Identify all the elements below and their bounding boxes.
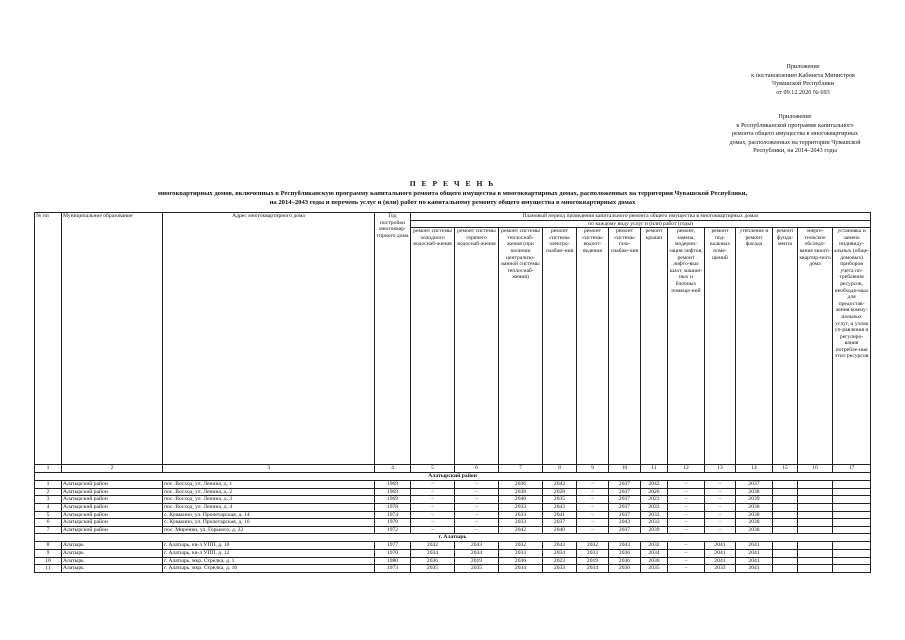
table-row <box>35 542 871 550</box>
appendix-line: к постановлению Кабинета Министров <box>751 71 855 79</box>
table-cell: – <box>411 481 455 489</box>
table-cell <box>833 526 871 534</box>
header-work: ремонт крыши <box>641 228 668 465</box>
table-cell: 2036 <box>641 557 668 565</box>
table-cell <box>833 511 871 519</box>
table-cell: 2032 <box>499 542 543 550</box>
table-cell <box>798 511 833 519</box>
header-work: ремонт системы горячего водоснаб-жения <box>455 228 499 465</box>
table-cell: Алатырский район <box>62 503 163 511</box>
table-cell <box>773 542 798 550</box>
table-cell <box>773 496 798 504</box>
table-cell <box>773 503 798 511</box>
table-cell: – <box>577 481 609 489</box>
table-cell: – <box>668 503 705 511</box>
table-cell: г. Алатырь, кв-л УПП, д. 10 <box>163 542 375 550</box>
table-cell: 2036 <box>411 557 455 565</box>
table-cell <box>773 557 798 565</box>
table-cell: 2034 <box>577 565 609 573</box>
table-cell: с. Кувакино, ул. Пролетарская, д. 16 <box>163 519 375 527</box>
column-number: 2 <box>62 465 163 473</box>
header-work: ремонт системы электро-снабже-ния <box>543 228 577 465</box>
table-cell: 1970 <box>375 519 411 527</box>
table-cell: 2039 <box>641 526 668 534</box>
table-cell: 2038 <box>736 519 773 527</box>
table-cell: 2033 <box>499 503 543 511</box>
table-cell: 2019 <box>577 557 609 565</box>
table-cell: 2035 <box>641 565 668 573</box>
header-num: № пп <box>35 213 62 465</box>
table-cell: 2035 <box>543 496 577 504</box>
table-cell <box>773 519 798 527</box>
header-work: ремонт системы теплоснаб-жения (при наличии централизо-ванной системы теплоснаб-жения) <box>499 228 543 465</box>
header-planned-subtitle: по каждому виду услуг и (или) работ (годы) <box>411 220 871 228</box>
table-cell: – <box>455 526 499 534</box>
table-row <box>35 511 871 519</box>
table-cell: 2019 <box>455 557 499 565</box>
table-cell: 1969 <box>375 488 411 496</box>
table-cell: пос. Миренки, ул. Горького, д. 22 <box>163 526 375 534</box>
table-cell: 2034 <box>499 565 543 573</box>
table-cell: – <box>411 503 455 511</box>
column-numbers-row <box>35 465 871 473</box>
table-cell: Алатырский район <box>62 519 163 527</box>
table-cell: 1978 <box>375 503 411 511</box>
table-cell: 2043 <box>455 542 499 550</box>
table-cell: 2032 <box>577 542 609 550</box>
table-cell: 2043 <box>543 503 577 511</box>
table-cell <box>773 526 798 534</box>
table-cell <box>798 542 833 550</box>
table-cell: – <box>577 503 609 511</box>
table-cell <box>773 488 798 496</box>
column-number: 4 <box>375 465 411 473</box>
table-cell: Алатырь <box>62 542 163 550</box>
table-cell: 2041 <box>705 549 736 557</box>
appendix-line: Чувашской Республики <box>772 80 834 88</box>
table-cell <box>833 549 871 557</box>
table-cell: пос. Восход, ул. Ленина, д. 3 <box>163 496 375 504</box>
table-cell: 2041 <box>705 557 736 565</box>
header-work: ремонт системы газо-снабже-ния <box>609 228 641 465</box>
table-cell: 1970 <box>375 549 411 557</box>
table-cell: 2035 <box>455 565 499 573</box>
table-cell: 2033 <box>499 511 543 519</box>
table-cell: 2034 <box>455 549 499 557</box>
table-cell: 2042 <box>641 481 668 489</box>
table-cell: – <box>705 481 736 489</box>
table-body <box>35 473 871 573</box>
table-cell <box>798 526 833 534</box>
table-cell <box>773 549 798 557</box>
table-cell: 2037 <box>609 526 641 534</box>
table-cell: 2034 <box>641 549 668 557</box>
table-cell: 2040 <box>499 496 543 504</box>
column-number: 12 <box>668 465 705 473</box>
table-cell: 1973 <box>375 565 411 573</box>
table-cell: – <box>668 519 705 527</box>
table-cell: – <box>411 519 455 527</box>
table-cell: 2 <box>35 488 62 496</box>
table-cell: 2038 <box>499 488 543 496</box>
table-cell: 10 <box>35 557 62 565</box>
appendix-block-program <box>700 113 890 156</box>
table-cell <box>798 503 833 511</box>
table-cell: – <box>455 496 499 504</box>
appendix-line: ремонта общего имущества в многоквартирных <box>731 130 859 138</box>
table-cell: – <box>668 496 705 504</box>
table-cell: 8 <box>35 542 62 550</box>
housing-repair-table <box>34 212 871 573</box>
table-cell: 2037 <box>609 496 641 504</box>
appendix-line: к Республиканской программе капитального <box>736 121 854 129</box>
table-row <box>35 496 871 504</box>
table-cell: – <box>668 542 705 550</box>
table-cell: 1974 <box>375 511 411 519</box>
header-work: установка и замена индивиду-альных (обще-домовых) приборов учета по-требления ресурсов, необходи-мых для предостав-ления комму-нальных услуг, и узлов уп-равления и регулиро-вания потребле-ния этих ресурсов <box>833 228 871 465</box>
table-cell: 2043 <box>543 481 577 489</box>
table-cell <box>833 557 871 565</box>
table-cell: 2043 <box>543 542 577 550</box>
table-cell <box>833 496 871 504</box>
table-cell <box>773 565 798 573</box>
table-cell: 2037 <box>609 511 641 519</box>
table-cell <box>833 481 871 489</box>
table-cell: 2037 <box>609 481 641 489</box>
header-work: энерге-тическое обследо-вание много-квартир-ного дома <box>798 228 833 465</box>
table-cell: 2037 <box>543 519 577 527</box>
table-cell: 2038 <box>736 503 773 511</box>
table-cell: пос. Восход, ул. Ленина, д. 1 <box>163 481 375 489</box>
table-cell: 2036 <box>609 549 641 557</box>
table-row <box>35 481 871 489</box>
table-cell: 2032 <box>641 542 668 550</box>
table-cell <box>798 549 833 557</box>
table-cell: Алатырь <box>62 565 163 573</box>
table-row <box>35 503 871 511</box>
table-cell: 2039 <box>736 496 773 504</box>
table-cell: – <box>455 519 499 527</box>
table-cell: с. Кувакино, ул. Пролетарская, д. 14 <box>163 511 375 519</box>
header-planned-period: Плановый период проведения капитального ремонта общего имущества в многоквартирных домах <box>411 213 871 221</box>
appendix-line: Приложение <box>786 63 820 70</box>
table-cell: Алатырский район <box>62 481 163 489</box>
table-cell: – <box>411 526 455 534</box>
table-cell: – <box>705 488 736 496</box>
table-cell: – <box>411 488 455 496</box>
table-cell <box>798 557 833 565</box>
column-number: 9 <box>577 465 609 473</box>
table-cell: 2033 <box>499 549 543 557</box>
table-cell <box>798 481 833 489</box>
table-cell: г. Алатырь, мкр. Стрелка, д. 10 <box>163 565 375 573</box>
table-cell: 2033 <box>543 565 577 573</box>
table-cell: – <box>411 496 455 504</box>
table-cell: – <box>577 488 609 496</box>
table-cell: – <box>668 557 705 565</box>
table-cell: – <box>668 549 705 557</box>
table-cell: 6 <box>35 519 62 527</box>
table-cell: 2043 <box>609 542 641 550</box>
table-cell: – <box>577 519 609 527</box>
table-cell: 2023 <box>543 557 577 565</box>
table-cell: Алатырский район <box>62 488 163 496</box>
table-cell: 9 <box>35 549 62 557</box>
table-cell: 2035 <box>411 565 455 573</box>
table-cell: 2041 <box>736 542 773 550</box>
column-number: 1 <box>35 465 62 473</box>
table-cell: 2026 <box>641 488 668 496</box>
table-cell: 2036 <box>609 565 641 573</box>
table-cell <box>773 511 798 519</box>
appendix-line: от 09.12.2020 № 693 <box>776 88 830 96</box>
column-number: 6 <box>455 465 499 473</box>
table-header-row <box>35 213 871 221</box>
table-cell: 2033 <box>705 565 736 573</box>
appendix-line: домах, расположенных на территории Чувашской <box>729 138 861 146</box>
table-cell: 1980 <box>375 557 411 565</box>
header-year: Год постройки многоквар-тирного дома <box>375 213 411 465</box>
table-row <box>35 549 871 557</box>
table-cell: – <box>668 565 705 573</box>
table-cell: – <box>705 511 736 519</box>
table-cell: Алатырь <box>62 549 163 557</box>
table-cell: – <box>668 481 705 489</box>
appendix-line: Приложение <box>778 113 812 120</box>
table-cell: 2043 <box>609 519 641 527</box>
table-cell: 1972 <box>375 526 411 534</box>
table-cell <box>773 481 798 489</box>
table-row <box>35 519 871 527</box>
table-cell: 2038 <box>736 488 773 496</box>
table-cell <box>798 488 833 496</box>
table-cell: – <box>455 511 499 519</box>
table-cell: 2033 <box>641 511 668 519</box>
document-subtitle-line2: на 2014–2043 годы и перечень услуг и (или) работ по капитальному ремонту общего имущества в многоквартирных домах <box>269 199 636 206</box>
column-number: 13 <box>705 465 736 473</box>
table-cell: 2033 <box>499 519 543 527</box>
header-work: ремонт системы холодного водоснаб-жения <box>411 228 455 465</box>
document-title: П Е Р Е Ч Е Н Ь <box>409 179 496 188</box>
table-cell: 2028 <box>543 488 577 496</box>
table-row <box>35 488 871 496</box>
table-cell: 1969 <box>375 496 411 504</box>
table-cell <box>833 565 871 573</box>
table-cell: 2041 <box>736 557 773 565</box>
header-municipality: Муниципальное образование <box>62 213 163 465</box>
table-cell: 2033 <box>641 519 668 527</box>
table-cell: г. Алатырь, мкр. Стрелка, д. 1 <box>163 557 375 565</box>
table-cell <box>833 542 871 550</box>
table-cell: – <box>455 503 499 511</box>
table-cell: 5 <box>35 511 62 519</box>
column-number: 3 <box>163 465 375 473</box>
column-number: 10 <box>609 465 641 473</box>
table-cell: 2037 <box>609 488 641 496</box>
table-cell: 2038 <box>736 526 773 534</box>
table-cell: 2041 <box>736 565 773 573</box>
table-cell: – <box>668 511 705 519</box>
table-cell <box>833 488 871 496</box>
table-cell: – <box>577 526 609 534</box>
table-cell: Алатырский район <box>62 526 163 534</box>
table-cell: 1977 <box>375 542 411 550</box>
column-number: 16 <box>798 465 833 473</box>
table-cell: 2037 <box>609 503 641 511</box>
table-row <box>35 526 871 534</box>
table-cell: – <box>668 488 705 496</box>
table-cell: 2042 <box>499 526 543 534</box>
header-work: ремонт фунда-мента <box>773 228 798 465</box>
table-cell: 3 <box>35 496 62 504</box>
table-cell: – <box>577 496 609 504</box>
table-cell <box>798 496 833 504</box>
column-number: 17 <box>833 465 871 473</box>
table-row <box>35 565 871 573</box>
table-cell: – <box>705 526 736 534</box>
table-cell: – <box>577 511 609 519</box>
table-cell: – <box>705 496 736 504</box>
table-cell: 2038 <box>736 511 773 519</box>
table-cell: – <box>411 511 455 519</box>
table-cell: 2034 <box>543 549 577 557</box>
table-cell: г. Алатырь, кв-л УПП, д. 12 <box>163 549 375 557</box>
document-subtitle-line1: многоквартирных домов, включенных в Республиканскую программу капитального ремонта общего имущества в многоквартирных домах, расположенных на территории Чувашской Республики, <box>157 190 748 197</box>
table-cell: 2036 <box>499 557 543 565</box>
table-cell: 2032 <box>411 542 455 550</box>
table-cell <box>833 503 871 511</box>
section-row <box>35 534 871 542</box>
table-cell: 2041 <box>705 542 736 550</box>
table-cell: – <box>705 519 736 527</box>
header-work: ремонт, замена, модерни-зация лифтов, ремонт лифто-вых шахт, машин-ных и блочных помеще-ний <box>668 228 705 465</box>
table-cell: Алатырский район <box>62 511 163 519</box>
section-title: г. Алатырь <box>35 534 871 542</box>
column-number: 7 <box>499 465 543 473</box>
table-cell: – <box>668 526 705 534</box>
header-address: Адрес многоквартирного дома <box>163 213 375 465</box>
table-cell: – <box>705 503 736 511</box>
table-cell <box>798 519 833 527</box>
table-cell: 2037 <box>736 481 773 489</box>
appendix-block-cabinet <box>718 63 888 97</box>
column-number: 11 <box>641 465 668 473</box>
table-cell: 7 <box>35 526 62 534</box>
table-cell: – <box>455 488 499 496</box>
table-cell: пос. Восход, ул. Ленина, д. 2 <box>163 488 375 496</box>
table-cell: 11 <box>35 565 62 573</box>
table-cell: 2033 <box>641 503 668 511</box>
table-cell: 2034 <box>411 549 455 557</box>
column-number: 8 <box>543 465 577 473</box>
header-work: ремонт системы водоот-ведения <box>577 228 609 465</box>
table-cell: 2033 <box>577 549 609 557</box>
table-cell <box>833 519 871 527</box>
table-cell: 2041 <box>543 511 577 519</box>
table-cell: Алатырский район <box>62 496 163 504</box>
column-number: 14 <box>736 465 773 473</box>
table-cell: 2041 <box>736 549 773 557</box>
section-title: Алатырский район <box>35 473 871 481</box>
table-cell: 2040 <box>543 526 577 534</box>
table-cell: Алатырь <box>62 557 163 565</box>
table-cell <box>798 565 833 573</box>
table-cell: 2036 <box>609 557 641 565</box>
column-number: 15 <box>773 465 798 473</box>
table-cell: 4 <box>35 503 62 511</box>
table-cell: 2036 <box>499 481 543 489</box>
table-cell: пос. Восход, ул. Ленина, д. 4 <box>163 503 375 511</box>
header-work: ремонт под-вальных поме-щений <box>705 228 736 465</box>
header-work: утепление и ремонт фасада <box>736 228 773 465</box>
table-cell: 2023 <box>641 496 668 504</box>
table-cell: – <box>455 481 499 489</box>
column-number: 5 <box>411 465 455 473</box>
table-cell: 1969 <box>375 481 411 489</box>
appendix-line: Республики, на 2014–2043 годы <box>753 147 837 155</box>
section-row <box>35 473 871 481</box>
table-row <box>35 557 871 565</box>
table-cell: 1 <box>35 481 62 489</box>
